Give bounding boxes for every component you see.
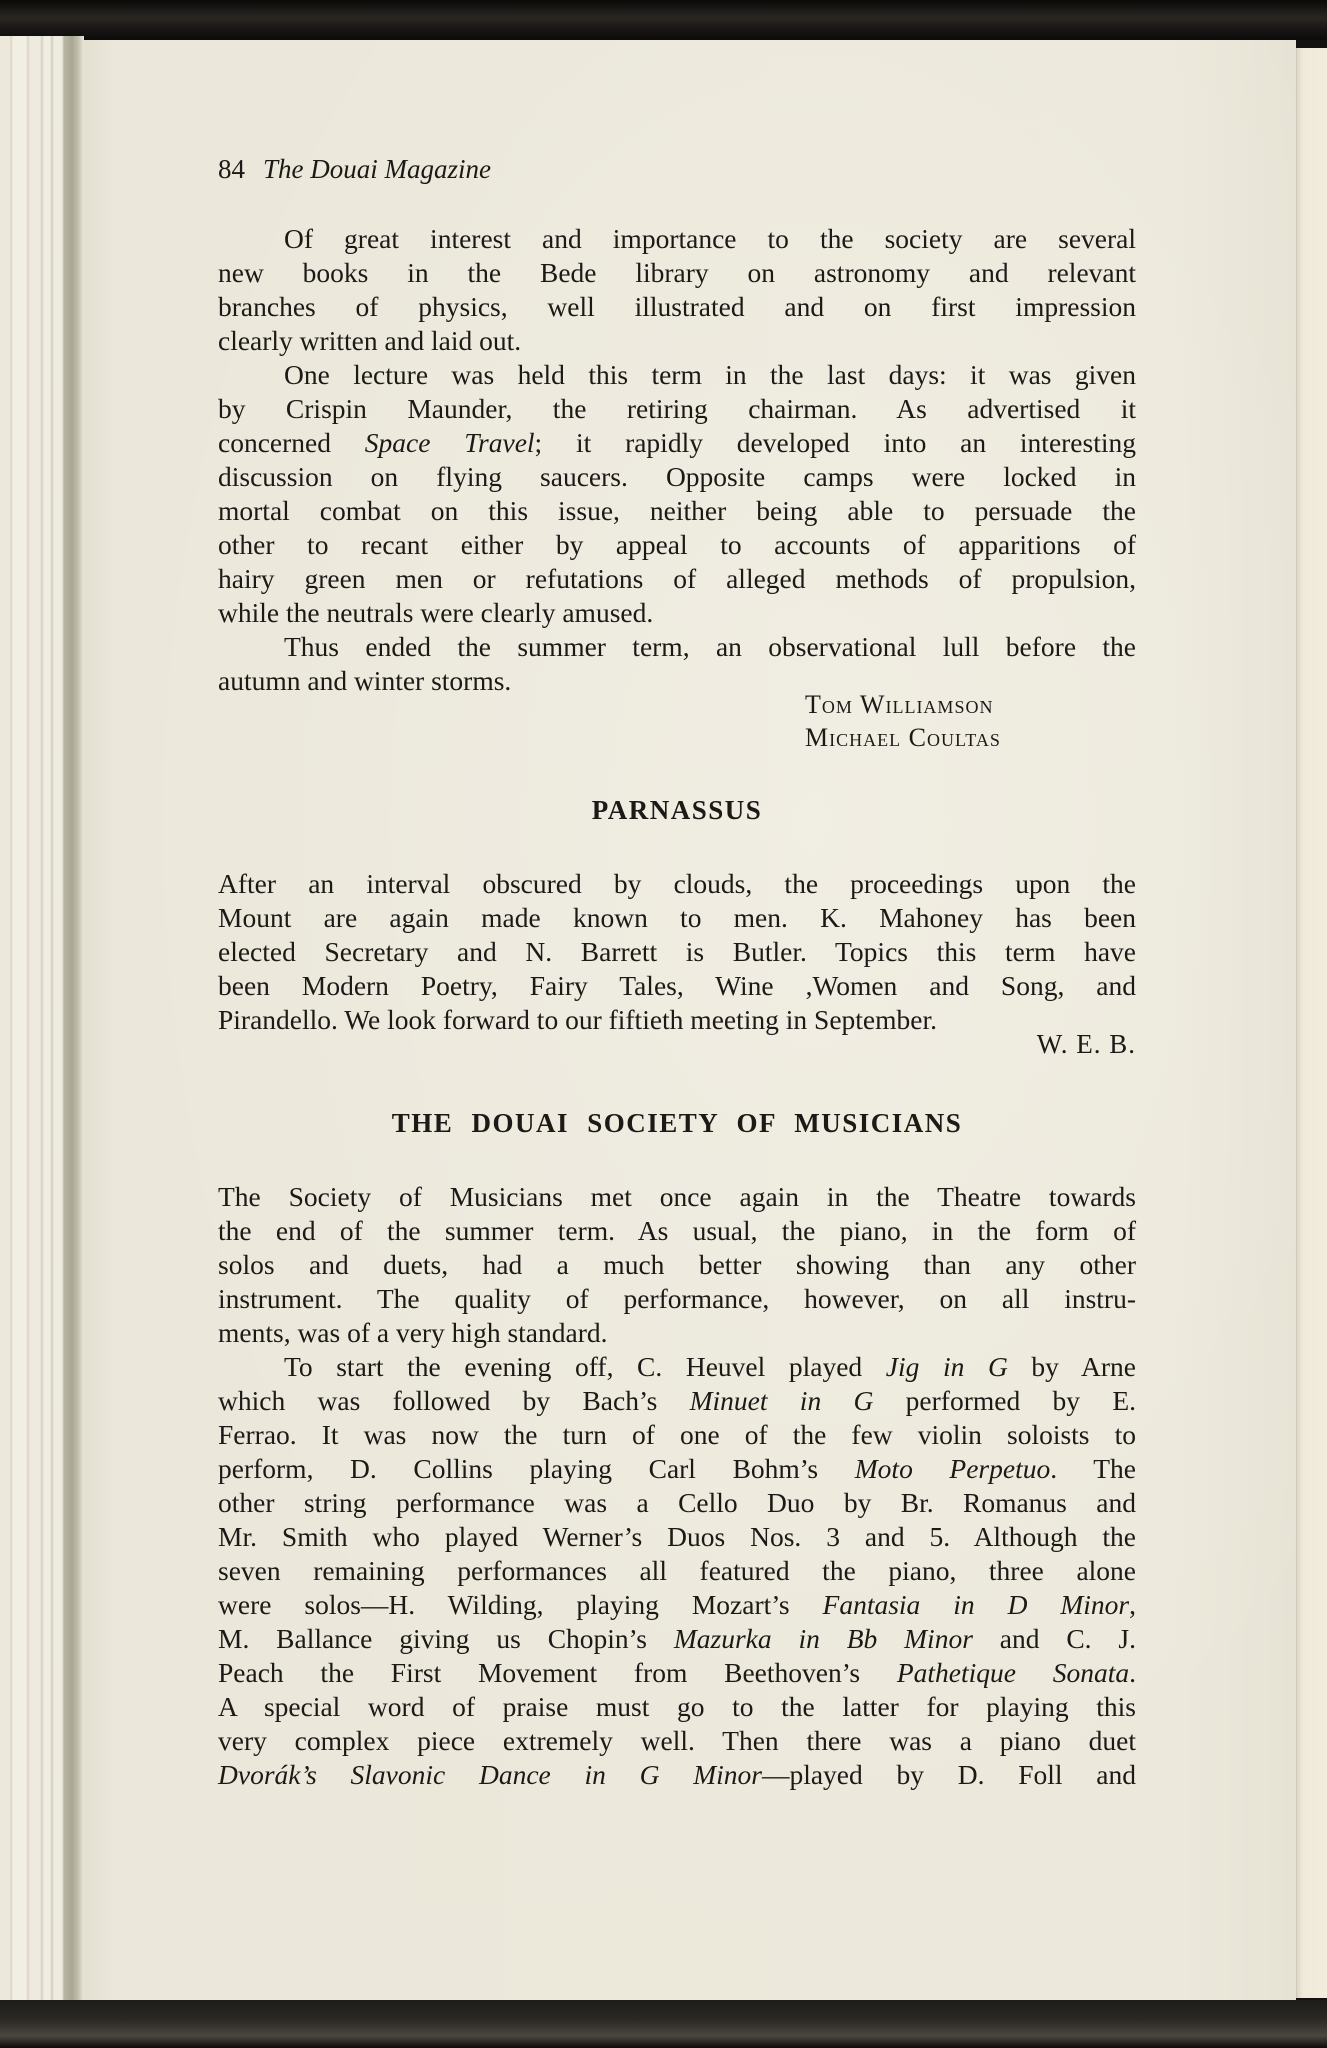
- text-line: Mr. Smith who played Werner’s Duos Nos. 3 and 5. Although the: [218, 1521, 1136, 1552]
- italic-title: Fantasia in D Minor: [822, 1589, 1130, 1620]
- text-line: Mount are again made known to men. K. Mahoney has been: [218, 902, 1136, 933]
- text-line: Thus ended the summer term, an observational lull before the: [284, 631, 1136, 662]
- text-line: Pirandello. We look forward to our fiftieth meeting in September.: [218, 1004, 937, 1035]
- text-line: other string performance was a Cello Duo by Br. Romanus and: [218, 1487, 1136, 1518]
- book-cover-bottom-edge: [0, 2000, 1327, 2048]
- text-line: A special word of praise must go to the latter for playing this: [218, 1691, 1136, 1722]
- text-line: instrument. The quality of performance, however, on all instru-: [218, 1283, 1136, 1314]
- italic-title: Pathetique Sonata: [896, 1657, 1130, 1688]
- text-line: concerned Space Travel; it rapidly developed into an interesting: [218, 427, 1136, 458]
- text-line: After an interval obscured by clouds, the proceedings upon the: [218, 868, 1136, 899]
- text-line: Ferrao. It was now the turn of one of the few violin soloists to: [218, 1419, 1136, 1450]
- text-line: the end of the summer term. As usual, the piano, in the form of: [218, 1215, 1136, 1246]
- text-line: by Crispin Maunder, the retiring chairman. As advertised it: [218, 393, 1136, 424]
- text-line: hairy green men or refutations of alleged methods of propulsion,: [218, 563, 1136, 594]
- signature-tom-williamson: Tom Williamson: [805, 690, 994, 719]
- text-line: One lecture was held this term in the last days: it was given: [284, 359, 1136, 390]
- text-line: which was followed by Bach’s Minuet in G performed by E.: [218, 1385, 1136, 1416]
- text-line: autumn and winter storms.: [218, 665, 512, 696]
- heading-douai-society-of-musicians: THE DOUAI SOCIETY OF MUSICIANS: [391, 1108, 963, 1138]
- italic-title: Dvorák’s Slavonic Dance in G Minor: [218, 1759, 762, 1790]
- italic-title: Moto Perpetuo: [854, 1453, 1051, 1484]
- italic-title: Jig in G: [885, 1351, 1008, 1382]
- signature-michael-coultas: Michael Coultas: [805, 723, 1001, 752]
- text-line: were solos—H. Wilding, playing Mozart’s Fantasia in D Minor,: [218, 1589, 1136, 1620]
- text-line: elected Secretary and N. Barrett is Butler. Topics this term have: [218, 936, 1136, 967]
- text-line: very complex piece extremely well. Then there was a piano duet: [218, 1725, 1136, 1756]
- italic-title: Minuet in G: [689, 1385, 874, 1416]
- italic-title: Mazurka in Bb Minor: [673, 1623, 973, 1654]
- text-line: Peach the First Movement from Beethoven’s Pathetique Sonata.: [218, 1657, 1136, 1688]
- text-line: ments, was of a very high standard.: [218, 1317, 608, 1348]
- text-line: To start the evening off, C. Heuvel played Jig in G by Arne: [284, 1351, 1136, 1382]
- text-line: seven remaining performances all featured the piano, three alone: [218, 1555, 1136, 1586]
- signature-web: W. E. B.: [1036, 1029, 1136, 1059]
- paragraph-musicians-intro: [218, 1180, 1136, 1350]
- text-line: Of great interest and importance to the society are several: [284, 223, 1136, 254]
- text-line: M. Ballance giving us Chopin’s Mazurka in Bb Minor and C. J.: [218, 1623, 1136, 1654]
- text-line: solos and duets, had a much better showing than any other: [218, 1249, 1136, 1280]
- paragraph-parnassus: [218, 867, 1136, 1037]
- text-line: Dvorák’s Slavonic Dance in G Minor—played by D. Foll and: [218, 1759, 1136, 1790]
- text-line: discussion on flying saucers. Opposite camps were locked in: [218, 461, 1136, 492]
- running-head: [218, 152, 491, 186]
- italic-title: Space Travel: [364, 427, 535, 458]
- text-line: other to recant either by appeal to accounts of apparitions of: [218, 529, 1136, 560]
- text-line: been Modern Poetry, Fairy Tales, Wine ,Women and Song, and: [218, 970, 1136, 1001]
- text-line: perform, D. Collins playing Carl Bohm’s Moto Perpetuo. The: [218, 1453, 1136, 1484]
- text-line: while the neutrals were clearly amused.: [218, 597, 654, 628]
- page-number: 84: [218, 154, 245, 184]
- book-cover-top-edge: [0, 0, 1327, 40]
- text-line: new books in the Bede library on astronomy and relevant: [218, 257, 1136, 288]
- text-line: branches of physics, well illustrated and on first impression: [218, 291, 1136, 322]
- heading-parnassus: PARNASSUS: [591, 795, 763, 825]
- text-line: The Society of Musicians met once again in the Theatre towards: [218, 1181, 1136, 1212]
- paragraph-astronomy-books: [218, 222, 1136, 358]
- next-page-edge: [1296, 48, 1327, 1998]
- text-line: mortal combat on this issue, neither being able to persuade the: [218, 495, 1136, 526]
- paragraph-musicians-performances: [218, 1350, 1136, 1792]
- paragraph-summer-term: [218, 630, 1136, 698]
- paragraph-lecture: [218, 358, 1136, 630]
- magazine-title: The Douai Magazine: [263, 154, 491, 184]
- page-stack-left-edge: [0, 36, 84, 2008]
- text-line: clearly written and laid out.: [218, 325, 522, 356]
